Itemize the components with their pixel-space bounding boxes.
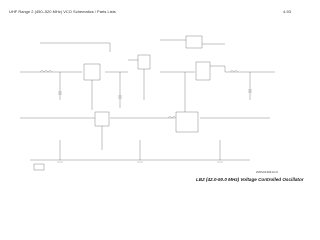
header-title: UHF Range 2 (450–520 MHz) VCO Schematics / Parts Lists: [9, 9, 116, 14]
connector-block: [34, 164, 44, 170]
inductor-icon: [168, 117, 176, 119]
drawing-number: ZWG0130413-O: [256, 170, 279, 174]
buffer-wiring: [210, 66, 225, 72]
amplifier-lower: [176, 112, 198, 132]
varactor-block: [84, 64, 100, 80]
regulator-block: [186, 36, 202, 48]
schematic-caption: LB2 (42.0-50.0 MHz) Voltage Controlled Oscillator: [196, 177, 304, 182]
inductor-icon: [40, 71, 52, 73]
supply-rail: [40, 43, 110, 52]
vco-stage-lower: [95, 112, 109, 126]
inductor-icon: [230, 71, 238, 73]
page-number: 4-93: [282, 9, 291, 14]
buffer-stage: [196, 62, 210, 80]
vco-stage-upper: [138, 55, 150, 69]
